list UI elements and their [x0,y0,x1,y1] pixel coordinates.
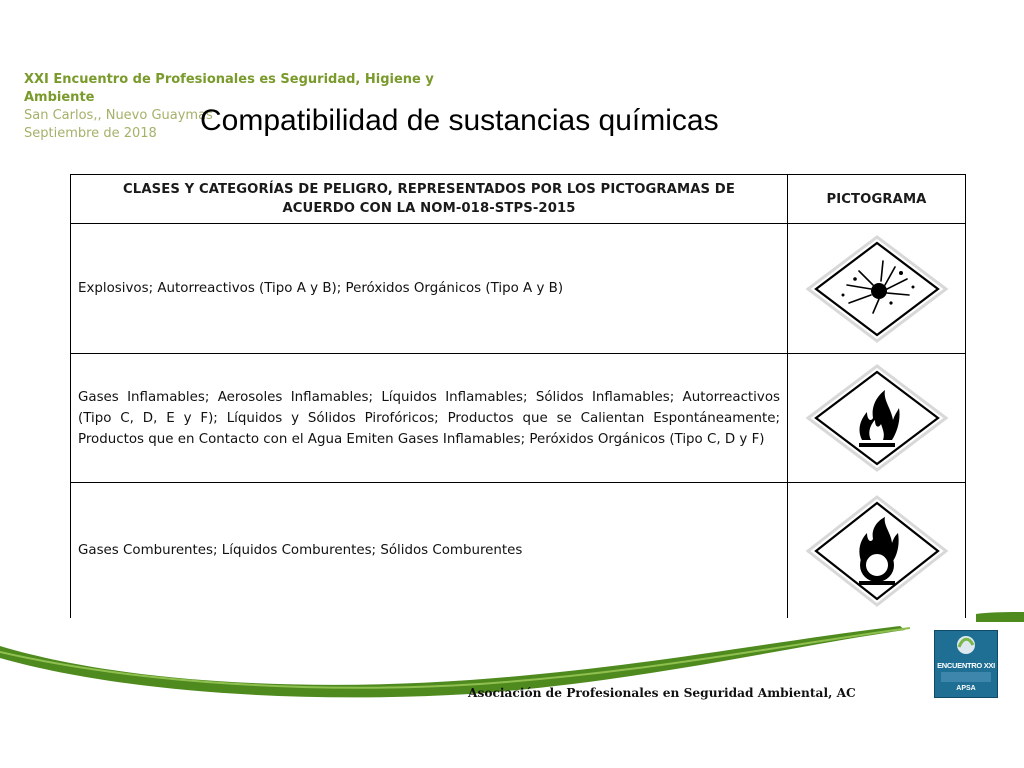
table-row [71,483,966,619]
hazard-table [70,174,966,618]
header-classes [71,175,788,224]
pictogram-cell [788,224,966,354]
association-name: Asociación de Profesionales en Seguridad Ambiental, AC [468,686,856,700]
logo-subtitle: APSA [956,685,976,692]
row-description: Explosivos; Autorreactivos (Tipo A y B); Peróxidos Orgánicos (Tipo A y B) [71,224,788,354]
flame-over-circle-icon [802,490,952,612]
table-row [71,354,966,483]
event-date: Septiembre de 2018 [24,126,157,141]
event-location: San Carlos,, Nuevo Guaymas [24,108,213,123]
pictogram-cell [788,483,966,619]
table-row [71,224,966,354]
header-classes-text: CLASES Y CATEGORÍAS DE PELIGRO, REPRESENTADOS POR LOS PICTOGRAMAS DE ACUERDO CON LA NOM-018-STPS-2015 [123,182,735,216]
encuentro-logo [934,630,998,698]
row-description: Gases Inflamables; Aerosoles Inflamables; Líquidos Inflamables; Sólidos Inflamables; Autorreactivos (Tipo C, D, E y F); Líquidos y Sólidos Pirofóricos; Productos que se Calientan Espontáneamente; Productos que en Contacto con el Agua Emiten Gases Inflamables; Peróxidos Orgánicos (Tipo C, D y F) [71,354,788,483]
green-swoosh-decoration [0,600,1024,700]
row-description: Gases Comburentes; Líquidos Comburentes; Sólidos Comburentes [71,483,788,619]
event-title-line2: Ambiente [24,90,95,105]
header-pictogram: PICTOGRAMA [788,175,966,224]
flame-icon [802,359,952,477]
event-title-line1: XXI Encuentro de Profesionales es Seguridad, Higiene y [24,72,434,87]
exploding-bomb-icon [802,230,952,348]
logo-title: ENCUENTRO XXI [937,661,995,670]
slide-title: Compatibilidad de sustancias químicas [200,104,719,137]
table-header-row [71,175,966,224]
pictogram-cell [788,354,966,483]
